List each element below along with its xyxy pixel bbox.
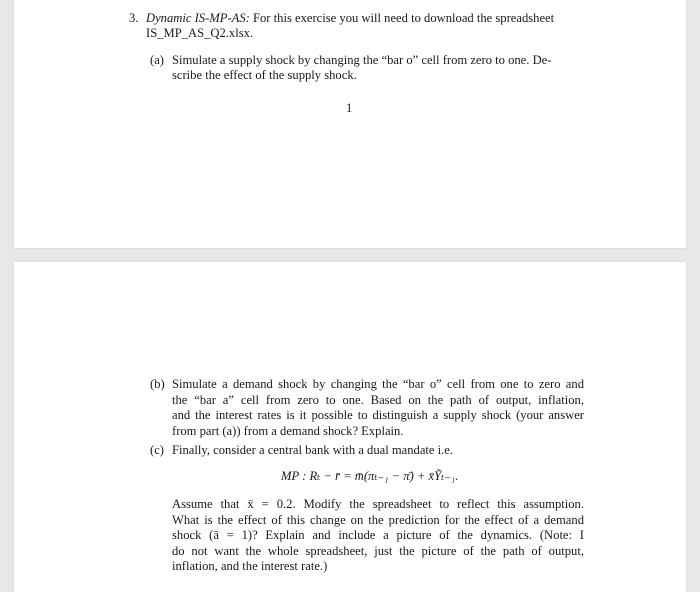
part-a-line-2: scribe the effect of the supply shock. (172, 68, 357, 82)
document-page-2 (14, 262, 686, 592)
question-3-heading (146, 11, 554, 27)
part-c-text (172, 497, 584, 575)
part-c-label: (c) (150, 443, 164, 457)
page-number: 1 (346, 101, 353, 115)
part-b-line-1: Simulate a demand shock by changing the “bar o” cell from one to zero and (172, 377, 584, 391)
part-b-line-2: the “bar a” cell from zero to one. Based on the path of output, inflation, (172, 392, 584, 407)
part-c-line-2: What is the effect of this change on the prediction for the effect of a demand (172, 512, 584, 527)
question-number: 3. (129, 11, 139, 25)
part-a-label: (a) (150, 53, 164, 67)
spreadsheet-filename: IS_MP_AS_Q2.xlsx. (146, 26, 254, 40)
question-intro: For this exercise you will need to download the spreadsheet (249, 11, 555, 25)
part-b-label: (b) (150, 377, 165, 391)
mp-equation: MP : Rₜ − r̄ = m̄(πₜ₋₁ − π̄) + x̄Ỹₜ₋₁. (281, 469, 459, 483)
part-b-line-3: and the interest rates is it possible to distinguish a supply shock (your answer (172, 408, 584, 422)
part-c-intro: Finally, consider a central bank with a dual mandate i.e. (172, 443, 454, 457)
part-c-line-1: Assume that x̄ = 0.2. Modify the spreadsheet to reflect this assumption. (172, 497, 584, 511)
part-b-line-4: from part (a)) from a demand shock? Explain. (172, 423, 404, 438)
part-c-line-3: shock (ā = 1)? Explain and include a picture of the dynamics. (Note: I (172, 528, 584, 542)
part-c-line-4: do not want the whole spreadsheet, just the picture of the path of output, (172, 543, 584, 558)
part-c-line-5: inflation, and the interest rate.) (172, 559, 328, 573)
document-page-1 (14, 0, 686, 248)
part-b-text (172, 377, 584, 439)
part-a-line-1: Simulate a supply shock by changing the “bar o” cell from zero to one. De- (172, 53, 552, 67)
question-title: Dynamic IS-MP-AS: (146, 11, 250, 25)
